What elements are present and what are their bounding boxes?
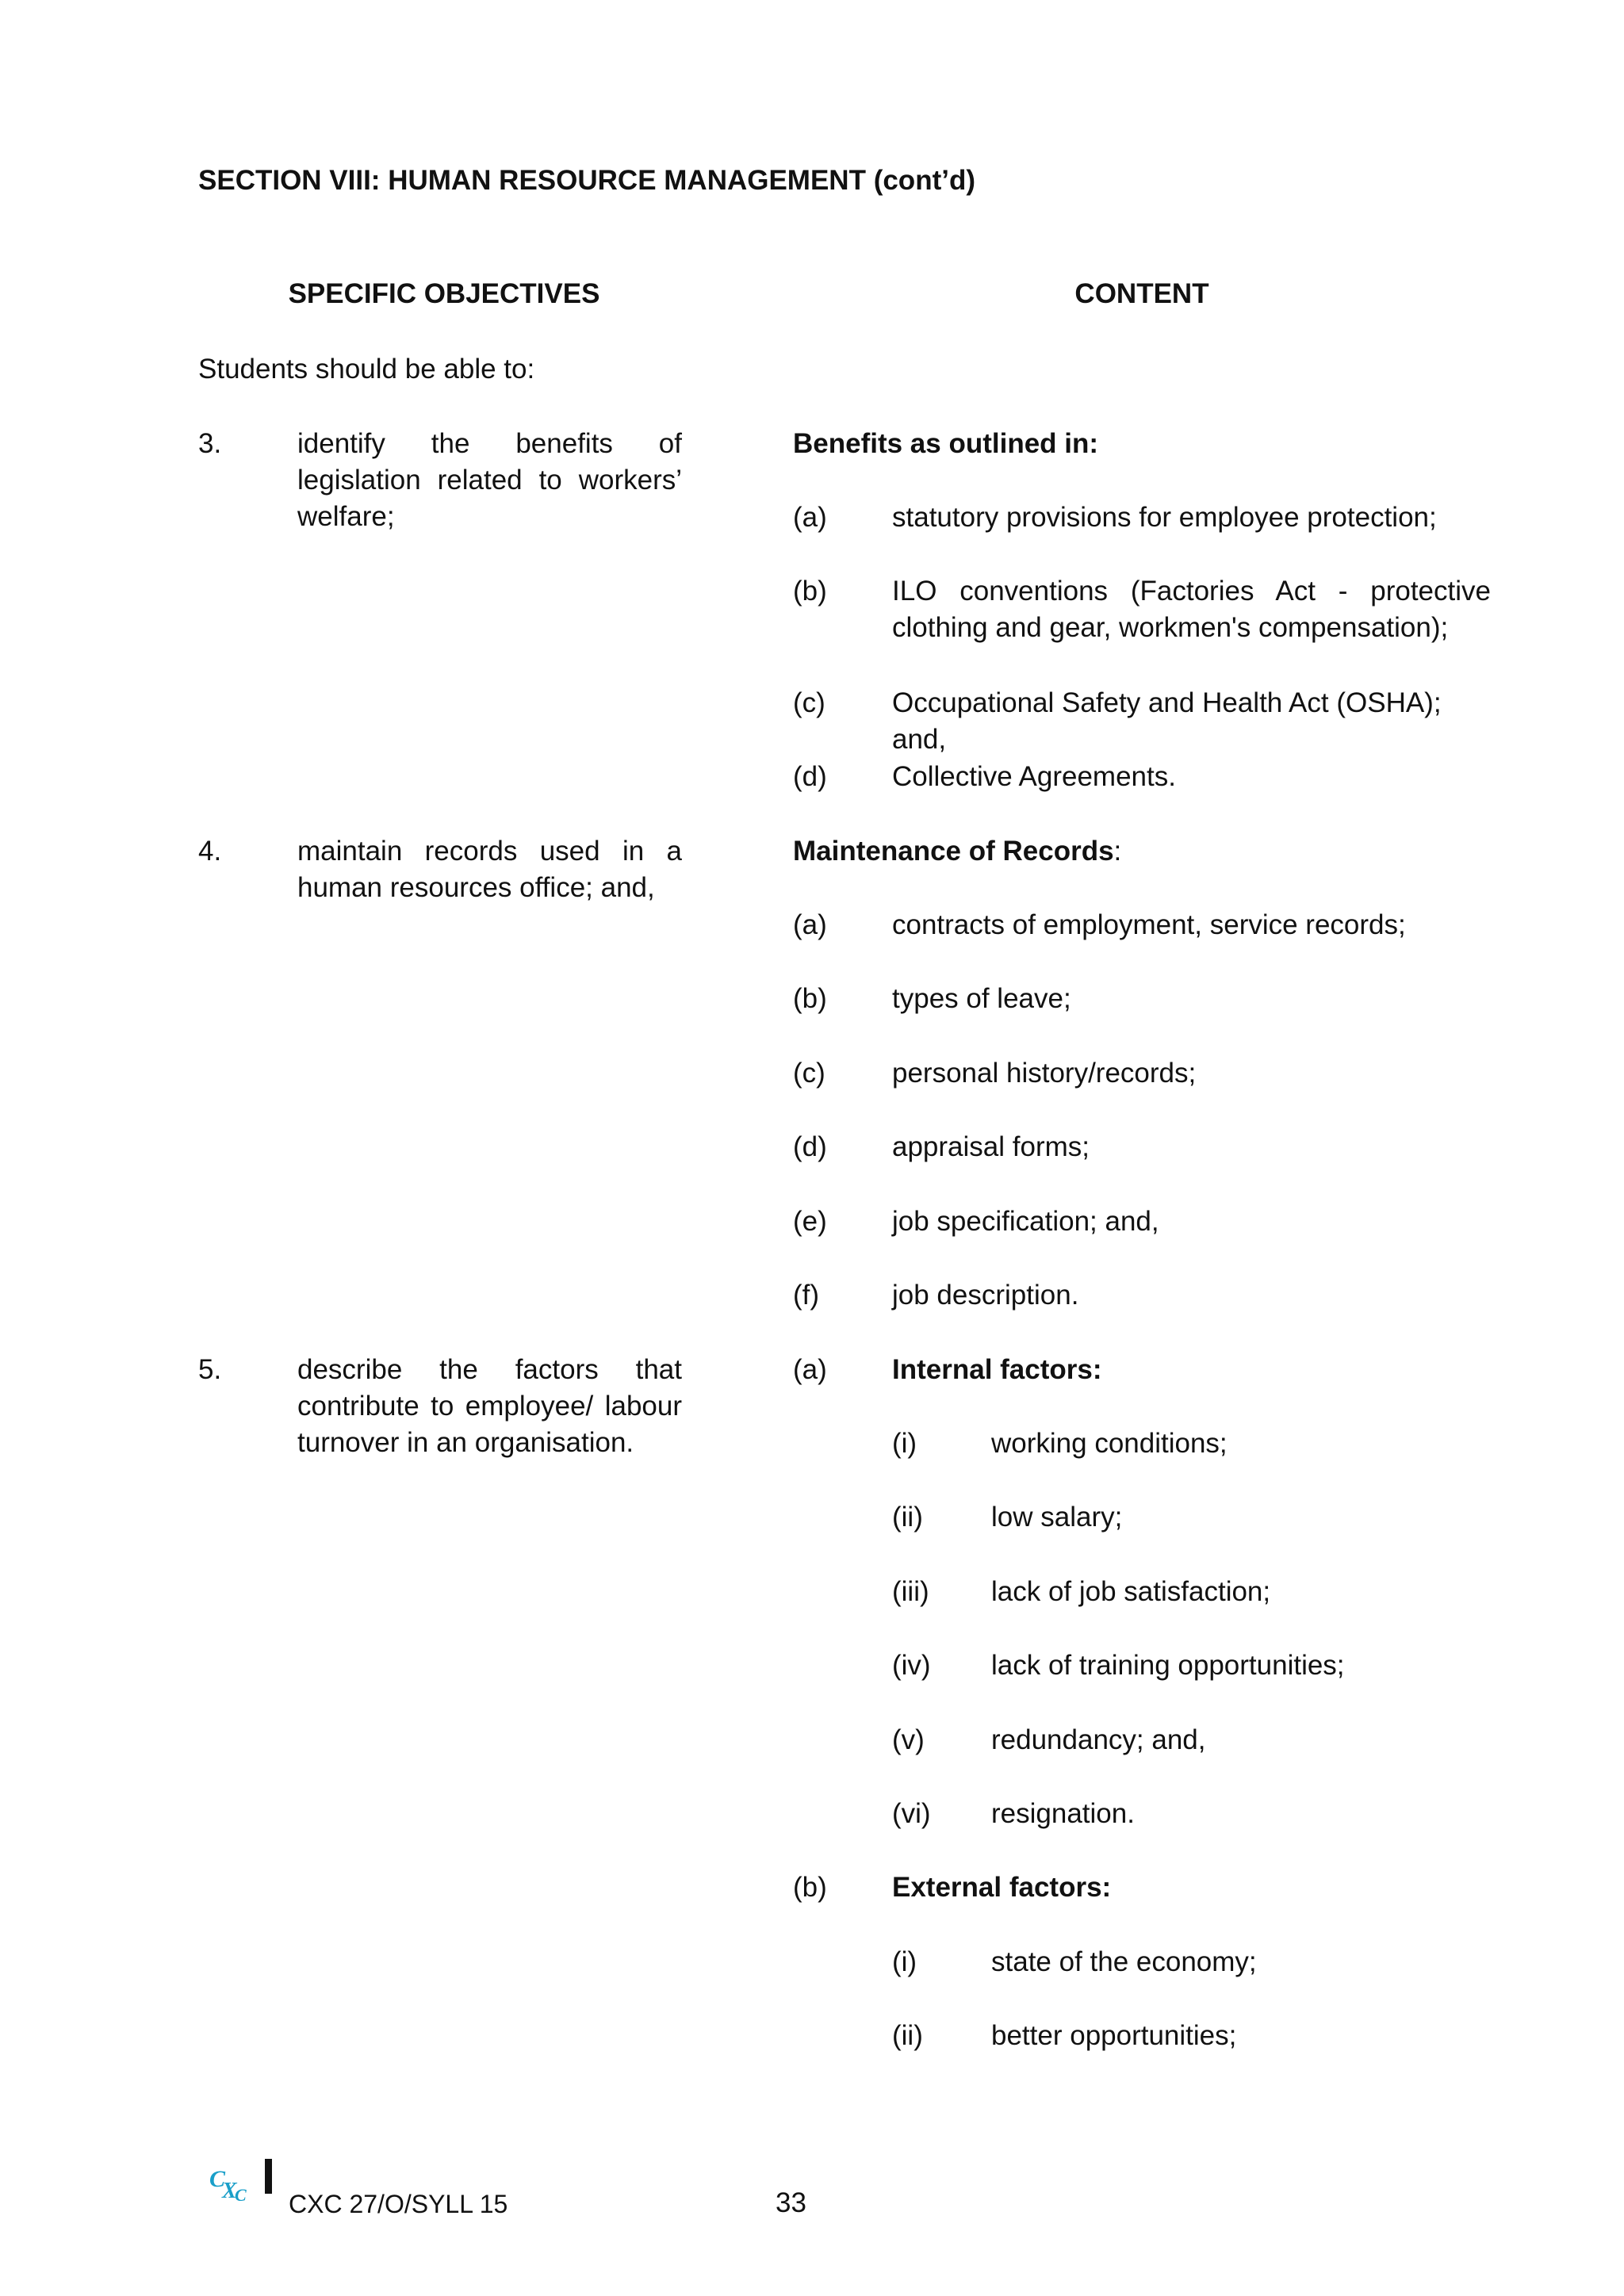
records-heading-line: [793, 833, 1121, 870]
item-label: (e): [793, 1206, 827, 1237]
subitem-label: (ii): [892, 1502, 923, 1533]
subitem-label: (ii): [892, 2020, 923, 2051]
item-label: (c): [793, 687, 825, 718]
subitem-text: redundancy; and,: [991, 1724, 1206, 1755]
content-header: CONTENT: [1074, 278, 1209, 309]
subitem-text: lack of job satisfaction;: [991, 1576, 1271, 1607]
item-label: (a): [793, 502, 827, 533]
objective-number: 3.: [198, 428, 222, 459]
subitem-label: (v): [892, 1724, 925, 1755]
subitem-label: (iv): [892, 1650, 931, 1681]
objective-text: maintain records used in a human resources office; and,: [297, 836, 682, 903]
item-label: (f): [793, 1280, 820, 1311]
item-label: (c): [793, 1058, 825, 1089]
subitem-text: better opportunities;: [991, 2020, 1237, 2051]
item-label: (b): [793, 1872, 827, 1903]
subitem-text: lack of training opportunities;: [991, 1650, 1345, 1681]
item-label: (b): [793, 983, 827, 1014]
item-text: job description.: [892, 1280, 1079, 1311]
cxc-logo: [208, 2166, 257, 2202]
subitem-text: resignation.: [991, 1798, 1135, 1829]
item-text: appraisal forms;: [892, 1131, 1090, 1162]
item-text: contracts of employment, service records;: [892, 909, 1406, 940]
item-label: (b): [793, 576, 827, 607]
footer-divider-bar: [265, 2159, 272, 2194]
objectives-header: SPECIFIC OBJECTIVES: [288, 278, 600, 309]
subitem-label: (iii): [892, 1576, 929, 1607]
objective-number: 4.: [198, 836, 222, 867]
cxc-logo-letter-x: X: [222, 2179, 237, 2202]
subitem-text: working conditions;: [991, 1428, 1228, 1459]
intro-text: Students should be able to:: [198, 354, 535, 385]
item-label: (d): [793, 1131, 827, 1162]
section-title: SECTION VIII: HUMAN RESOURCE MANAGEMENT (cont’d): [198, 165, 975, 196]
page-number: 33: [776, 2187, 806, 2218]
subitem-text: state of the economy;: [991, 1946, 1257, 1977]
records-heading: Maintenance of Records: [793, 836, 1114, 867]
records-heading-colon: :: [1113, 836, 1122, 867]
objective-text: identify the benefits of legislation related to workers’ welfare;: [297, 428, 682, 532]
item-label: (d): [793, 761, 827, 792]
item-text: job specification; and,: [892, 1206, 1159, 1237]
objective-text: describe the factors that contribute to employee/ labour turnover in an organisation.: [297, 1354, 682, 1458]
item-text: Occupational Safety and Health Act (OSHA); and,: [892, 687, 1442, 755]
item-label: (a): [793, 909, 827, 940]
subitem-label: (i): [892, 1428, 917, 1459]
subitem-label: (i): [892, 1946, 917, 1977]
item-text: personal history/records;: [892, 1058, 1197, 1089]
cxc-logo-letter-c2: C: [235, 2185, 247, 2202]
footer-syllabus-code: CXC 27/O/SYLL 15: [289, 2190, 508, 2218]
item-text: types of leave;: [892, 983, 1071, 1014]
item-label: (a): [793, 1354, 827, 1385]
subitem-text: low salary;: [991, 1502, 1123, 1533]
item-text: statutory provisions for employee protection;: [892, 502, 1437, 533]
internal-factors-heading: Internal factors:: [892, 1354, 1102, 1385]
external-factors-heading: External factors:: [892, 1872, 1112, 1903]
item-text: Collective Agreements.: [892, 761, 1176, 792]
item-text: ILO conventions (Factories Act - protective clothing and gear, workmen's compensation);: [892, 576, 1491, 643]
subitem-label: (vi): [892, 1798, 931, 1829]
benefits-heading: Benefits as outlined in:: [793, 428, 1099, 459]
cxc-logo-letter-c1: C: [209, 2166, 226, 2192]
objective-number: 5.: [198, 1354, 222, 1385]
